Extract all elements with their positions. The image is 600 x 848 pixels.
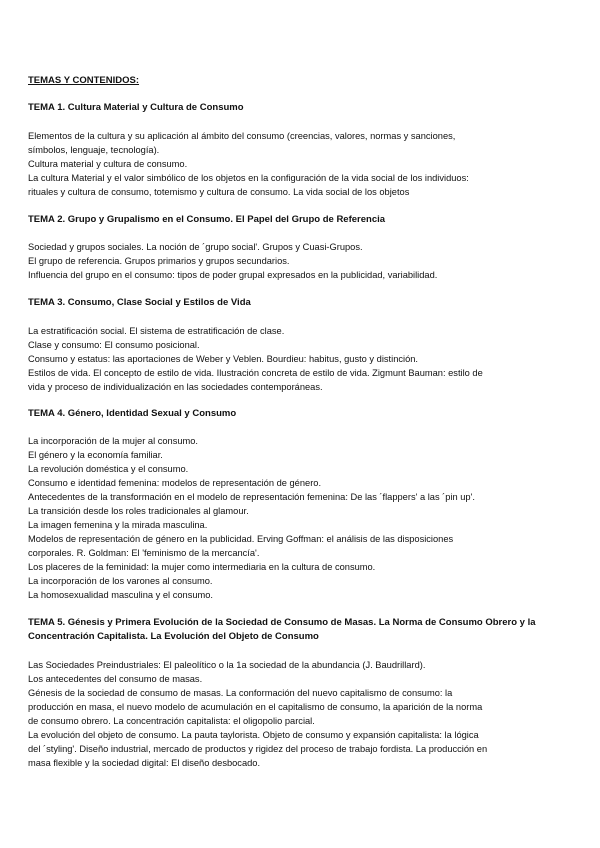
section-title-tema-1: TEMA 1. Cultura Material y Cultura de Consumo [28,102,244,113]
body-line: producción en masa, el nuevo modelo de acumulación en el capitalismo de consumo, la aparición de la norma [28,702,483,712]
body-line: Sociedad y grupos sociales. La noción de ´grupo social'. Grupos y Cuasi-Grupos. [28,242,363,252]
section-title-tema-4: TEMA 4. Género, Identidad Sexual y Consumo [28,408,237,419]
body-line: corporales. R. Goldman: El 'feminismo de la mercancía'. [28,548,260,558]
body-line: Antecedentes de la transformación en el modelo de representación femenina: De las ´flappers' a las ´pin up'. [28,492,475,502]
body-line: Cultura material y cultura de consumo. [28,159,188,169]
body-line: El género y la economía familiar. [28,450,163,460]
section-body-tema-1 [28,129,469,199]
body-line: vida y proceso de individualización en las sociedades contemporáneas. [28,382,323,392]
body-line: El grupo de referencia. Grupos primarios y grupos secundarios. [28,256,290,266]
body-line: La homosexualidad masculina y el consumo. [28,590,214,600]
body-line: Consumo y estatus: las aportaciones de Weber y Veblen. Bourdieu: habitus, gusto y distinción. [28,354,419,364]
body-line: Elementos de la cultura y su aplicación al ámbito del consumo (creencias, valores, normas y sanciones, [28,131,456,141]
section-body-tema-5 [28,658,487,770]
body-line: Las Sociedades Preindustriales: El paleolítico o la 1a sociedad de la abundancia (J. Baudrillard). [28,660,426,670]
body-line: de consumo obrero. La concentración capitalista: el oligopolio parcial. [28,716,315,726]
body-line: Los antecedentes del consumo de masas. [28,674,203,684]
body-line: La estratificación social. El sistema de estratificación de clase. [28,326,285,336]
body-line: Estilos de vida. El concepto de estilo de vida. Ilustración concreta de estilo de vida. Zigmunt Bauman: estilo de [28,368,483,378]
body-line: del ´styling'. Diseño industrial, mercado de productos y rigidez del proceso de trabajo fordista. La producción en [28,744,488,754]
body-line: Influencia del grupo en el consumo: tipos de poder grupal expresados en la publicidad, variabilidad. [28,270,438,280]
section-title-tema-5: TEMA 5. Génesis y Primera Evolución de la Sociedad de Consumo de Masas. La Norma de Consumo Obrero y la Concentración Capitalista. La Evolución del Objeto de Consumo [28,617,536,642]
section-body-tema-3 [28,324,483,394]
body-line: La revolución doméstica y el consumo. [28,464,189,474]
section-title-tema-3: TEMA 3. Consumo, Clase Social y Estilos de Vida [28,297,251,308]
body-line: Consumo e identidad femenina: modelos de representación de género. [28,478,322,488]
section-body-tema-4 [28,434,475,602]
body-line: Génesis de la sociedad de consumo de masas. La conformación del nuevo capitalismo de consumo: la [28,688,453,698]
body-line: símbolos, lenguaje, tecnología). [28,145,160,155]
body-line: Clase y consumo: El consumo posicional. [28,340,200,350]
main-title: TEMAS Y CONTENIDOS: [28,75,140,86]
body-line: La transición desde los roles tradicionales al glamour. [28,506,249,516]
body-line: La incorporación de la mujer al consumo. [28,436,199,446]
section-title-tema-2: TEMA 2. Grupo y Grupalismo en el Consumo. El Papel del Grupo de Referencia [28,214,386,225]
body-line: rituales y cultura de consumo, totemismo y cultura de consumo. La vida social de los objetos [28,187,410,197]
body-line: La evolución del objeto de consumo. La pauta taylorista. Objeto de consumo y expansión capitalista: la lógica [28,730,479,740]
body-line: La incorporación de los varones al consumo. [28,576,213,586]
body-line: Modelos de representación de género en la publicidad. Erving Goffman: el análisis de las disposiciones [28,534,454,544]
body-line: La cultura Material y el valor simbólico de los objetos en la configuración de la vida social de los individuos: [28,173,469,183]
body-line: La imagen femenina y la mirada masculina. [28,520,208,530]
body-line: masa flexible y la sociedad digital: El diseño desbocado. [28,758,261,768]
section-body-tema-2 [28,240,437,282]
body-line: Los placeres de la feminidad: la mujer como intermediaria en la cultura de consumo. [28,562,376,572]
